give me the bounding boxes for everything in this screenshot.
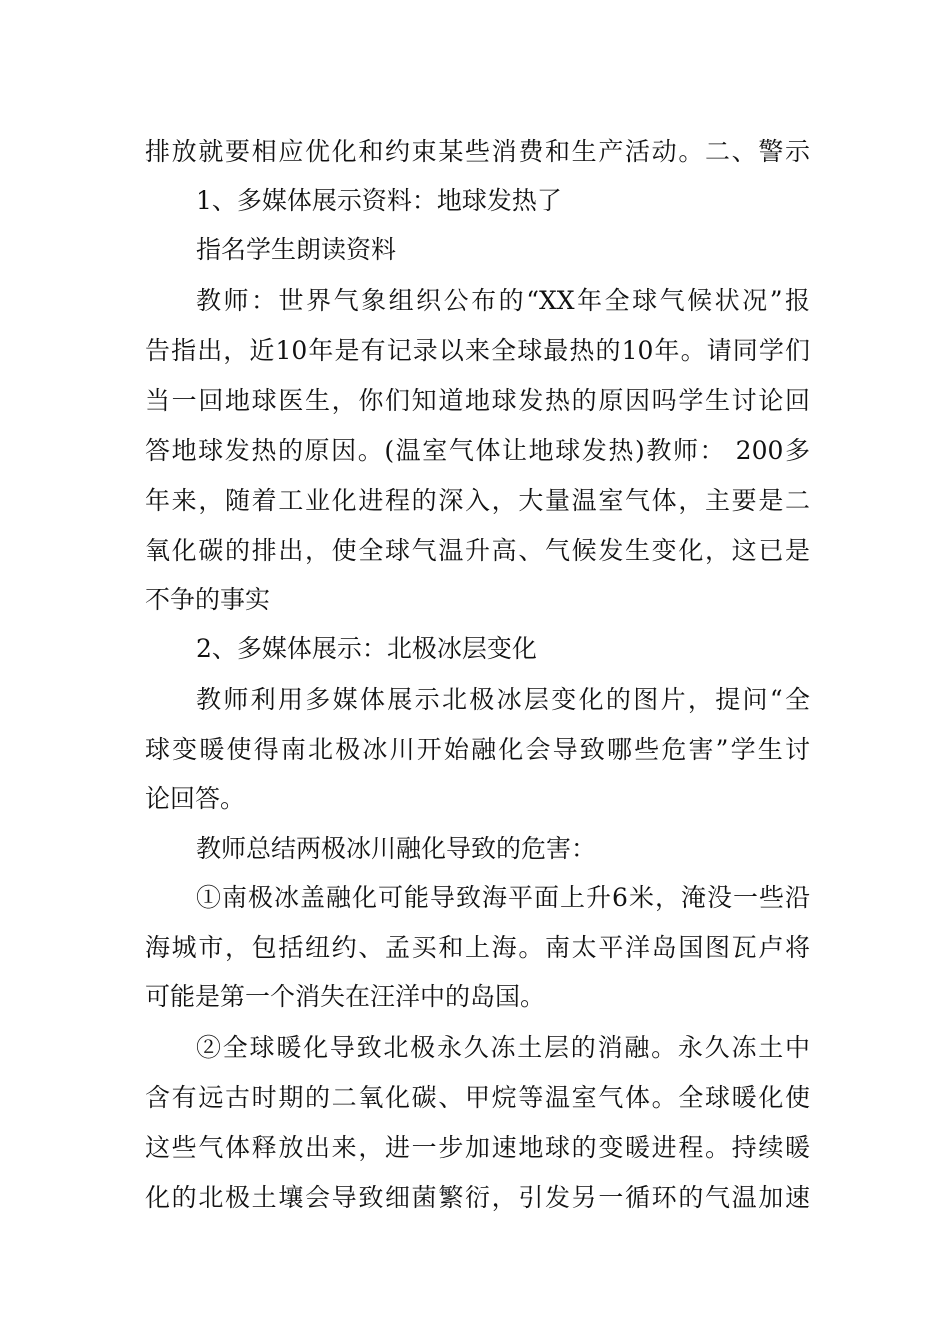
text-line: 氧化碳的排出，使全球气温升高、气候发生变化，这已是 [145,536,810,565]
text-line: 不争的事实 [145,585,271,614]
text-line: 论回答。 [145,784,246,813]
text-line: 1、多媒体展示资料：地球发热了 [196,186,562,215]
text-line: 2、多媒体展示：北极冰层变化 [196,634,537,663]
text-line: ①南极冰盖融化可能导致海平面上升6米，淹没一些沿 [196,883,810,912]
text-line: 这些气体释放出来，进一步加速地球的变暖进程。持续暖 [145,1133,810,1162]
text-line: 可能是第一个消失在汪洋中的岛国。 [145,982,546,1011]
text-line: 教师：世界气象组织公布的“XX年全球气候状况”报 [196,286,810,315]
text-line: 化的北极土壤会导致细菌繁衍，引发另一循环的气温加速 [145,1183,810,1212]
text-line: 答地球发热的原因。(温室气体让地球发热)教师： 200多 [145,436,810,465]
text-line: 球变暖使得南北极冰川开始融化会导致哪些危害”学生讨 [145,735,810,764]
text-line: 排放就要相应优化和约束某些消费和生产活动。二、警示 [145,137,810,166]
text-line: 海城市，包括纽约、孟买和上海。南太平洋岛国图瓦卢将 [145,933,810,962]
text-line: 含有远古时期的二氧化碳、甲烷等温室气体。全球暖化使 [145,1083,810,1112]
text-line: 教师利用多媒体展示北极冰层变化的图片，提问“全 [196,685,810,714]
text-line: ②全球暖化导致北极永久冻土层的消融。永久冻土中 [196,1033,810,1062]
text-line: 当一回地球医生，你们知道地球发热的原因吗学生讨论回 [145,386,810,415]
text-line: 教师总结两极冰川融化导致的危害： [196,834,597,863]
text-line: 年来，随着工业化进程的深入，大量温室气体，主要是二 [145,486,810,515]
text-line: 指名学生朗读资料 [196,235,397,264]
text-line: 告指出，近10年是有记录以来全球最热的10年。请同学们 [145,336,810,365]
